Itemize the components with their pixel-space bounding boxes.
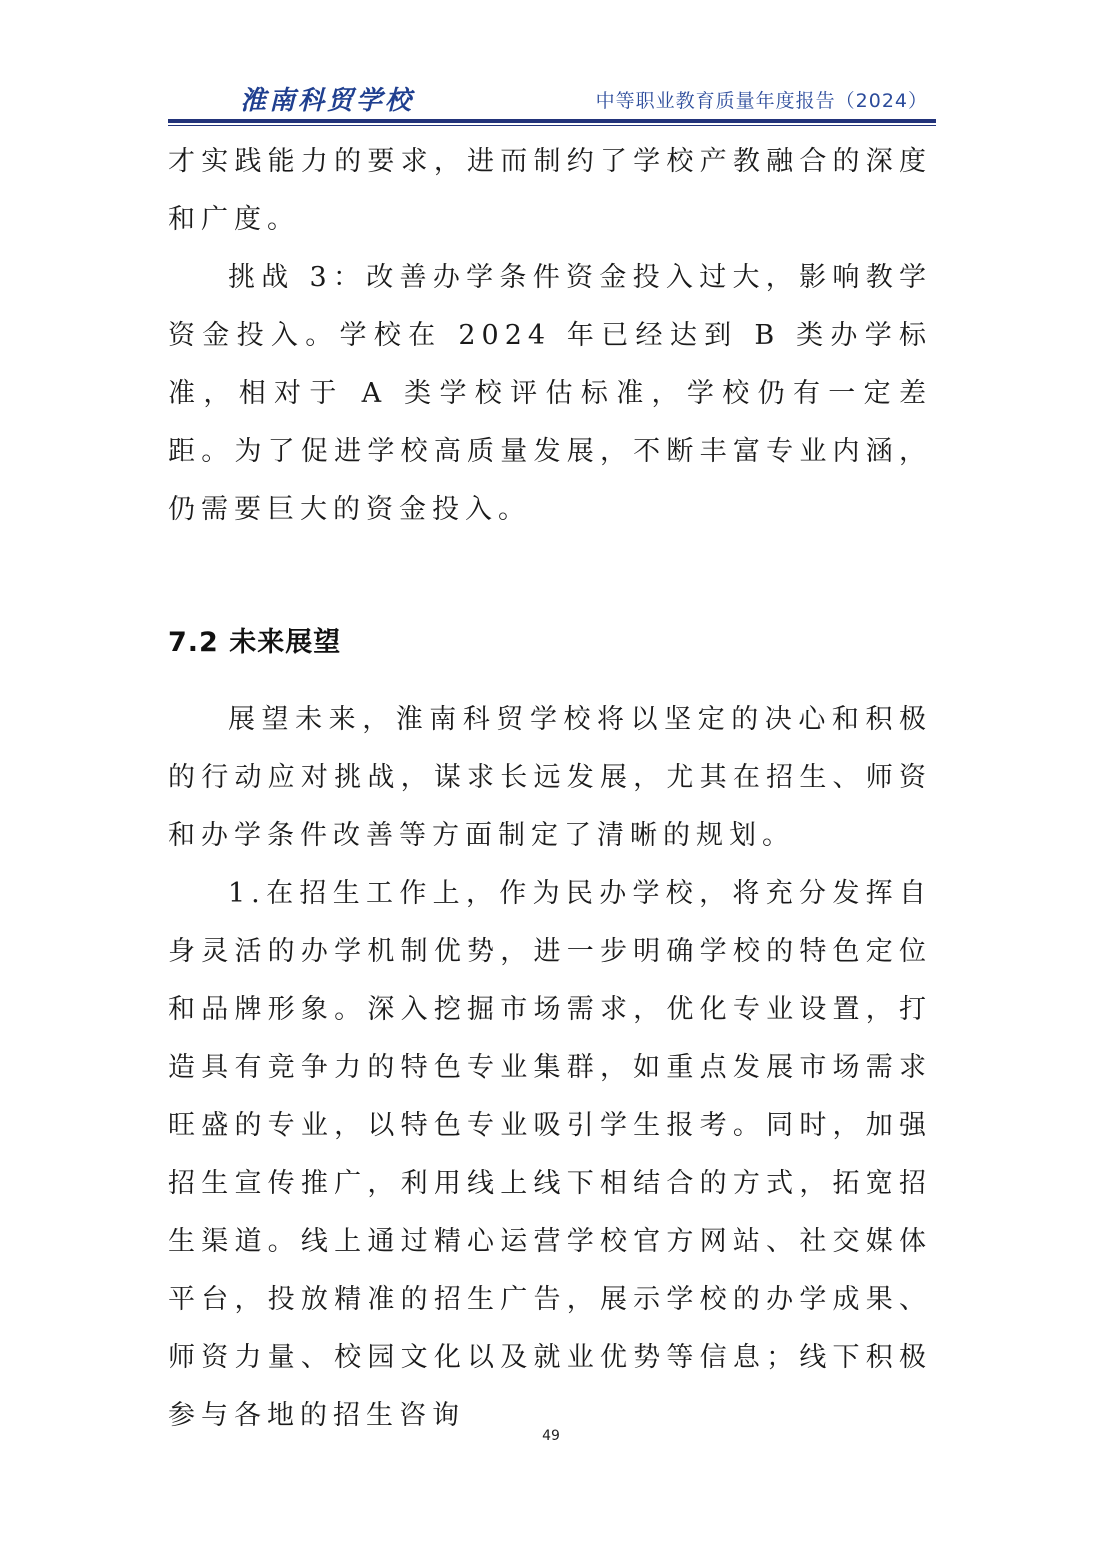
body-paragraph: 挑战 3：改善办学条件资金投入过大，影响教学资金投入。学校在 2024 年已经达到 B 类办学标准，相对于 A 类学校评估标准，学校仍有一定差距。为了促进学校高质量发展，不断丰富专业内涵，仍需要巨大的资金投入。 [168, 262, 932, 525]
body-paragraph: 1.在招生工作上，作为民办学校，将充分发挥自身灵活的办学机制优势，进一步明确学校的特色定位和品牌形象。深入挖掘市场需求，优化专业设置，打造具有竞争力的特色专业集群，如重点发展市场需求旺盛的专业，以特色专业吸引学生报考。同时，加强招生宣传推广，利用线上线下相结合的方式，拓宽招生渠道。线上通过精心运营学校官方网站、社交媒体平台，投放精准的招生广告，展示学校的办学成果、师资力量、校园文化以及就业优势等信息；线下积极参与各地的招生咨询 [168, 878, 932, 1431]
page-header [168, 70, 936, 128]
body-paragraph: 才实践能力的要求，进而制约了学校产教融合的深度和广度。 [168, 146, 932, 235]
page-number: 49 [542, 1428, 560, 1444]
report-title: 中等职业教育质量年度报告（2024） [595, 90, 928, 112]
body-paragraph: 展望未来，淮南科贸学校将以坚定的决心和积极的行动应对挑战，谋求长远发展，尤其在招生、师资和办学条件改善等方面制定了清晰的规划。 [168, 704, 932, 851]
school-name-logo: 淮南科贸学校 [240, 86, 415, 116]
header-rule-thick [168, 119, 936, 123]
page-body [168, 133, 932, 1445]
header-rule-thin [168, 125, 936, 126]
section-heading: 7.2 未来展望 [168, 627, 342, 658]
